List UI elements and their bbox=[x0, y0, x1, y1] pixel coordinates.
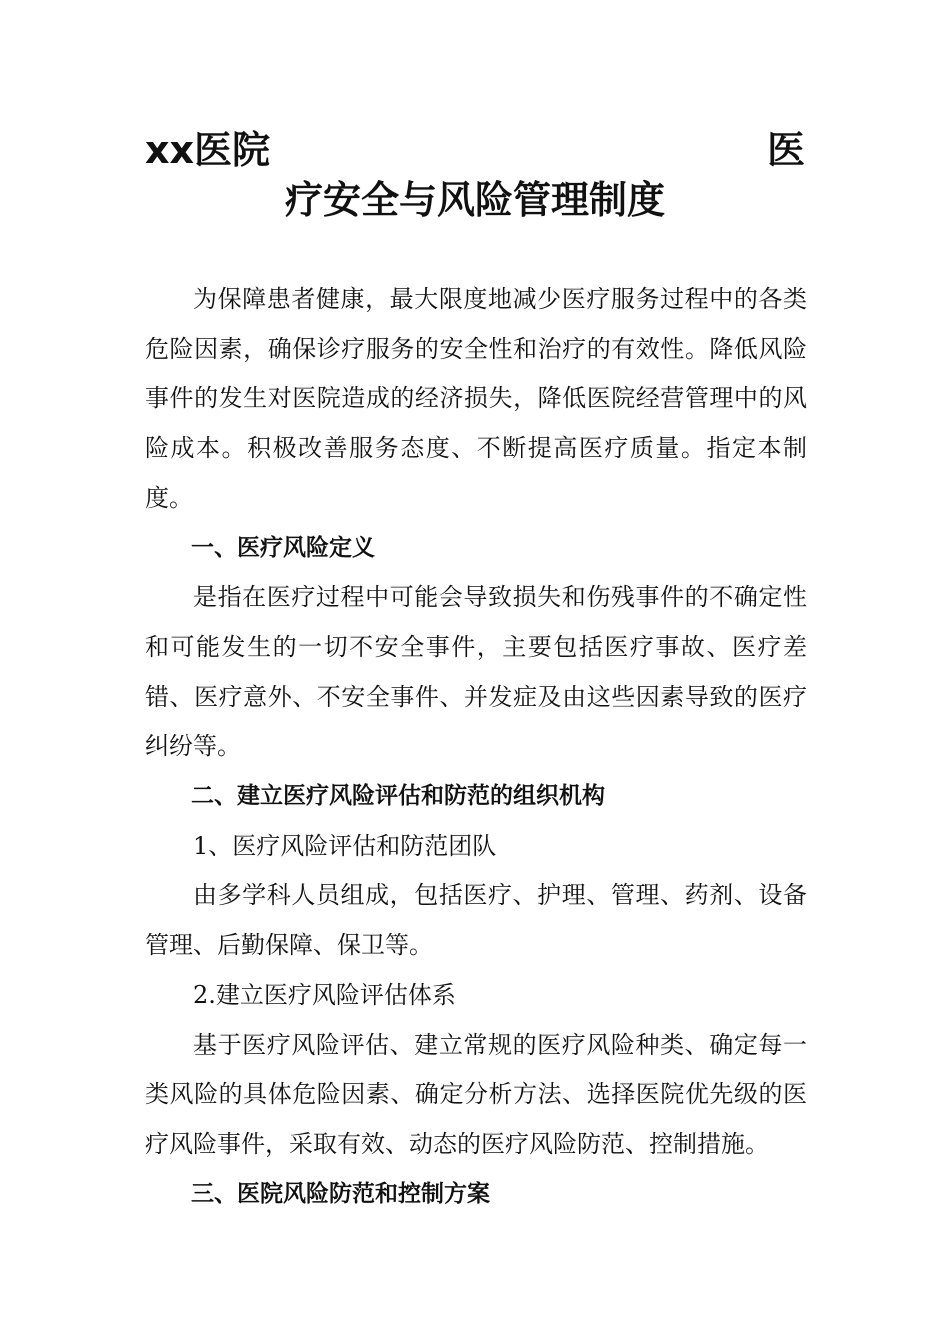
subheading-system: 2.建立医疗风险评估体系 bbox=[193, 980, 456, 1009]
paragraph-team: 由多学科人员组成，包括医疗、护理、管理、药剂、设备管理、后勤保障、保卫等。 bbox=[145, 881, 807, 960]
document-body bbox=[145, 275, 807, 1219]
paragraph-intro: 为保障患者健康，最大限度地减少医疗服务过程中的各类危险因素，确保诊疗服务的安全性和治疗的有效性。降低风险事件的发生对医院造成的经济损失，降低医院经营管理中的风险成本。积极改善服务态度、不断提高医疗质量。指定本制度。 bbox=[145, 285, 807, 512]
paragraph-system: 基于医疗风险评估、建立常规的医疗风险种类、确定每一类风险的具体危险因素、确定分析方法、选择医院优先级的医疗风险事件，采取有效、动态的医疗风险防范、控制措施。 bbox=[145, 1030, 807, 1158]
section-heading-3: 三、医院风险防范和控制方案 bbox=[191, 1180, 490, 1207]
document-title-line1 bbox=[145, 122, 805, 178]
section-heading-1: 一、医疗风险定义 bbox=[191, 534, 375, 561]
title-right: 医 bbox=[766, 128, 805, 172]
subheading-team: 1、医疗风险评估和防范团队 bbox=[193, 831, 497, 860]
title-left: xx医院 bbox=[145, 128, 271, 172]
document-title-line2: 疗安全与风险管理制度 bbox=[284, 178, 665, 222]
paragraph-definition: 是指在医疗过程中可能会导致损失和伤残事件的不确定性和可能发生的一切不安全事件，主要包括医疗事故、医疗差错、医疗意外、不安全事件、并发症及由这些因素导致的医疗纠纷等。 bbox=[145, 583, 807, 761]
section-heading-2: 二、建立医疗风险评估和防范的组织机构 bbox=[191, 783, 605, 810]
